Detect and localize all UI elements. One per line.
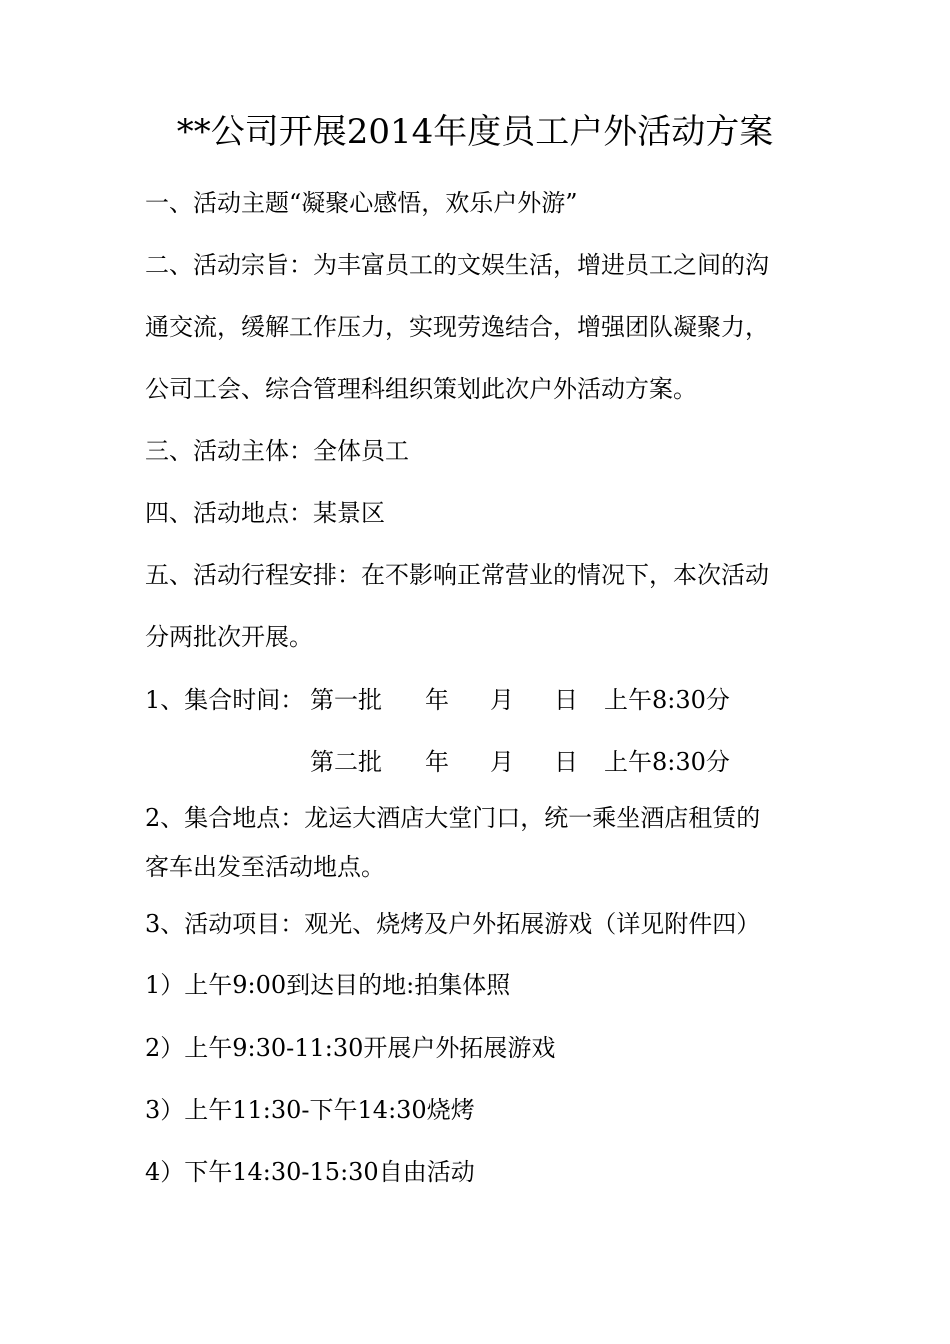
activities-line: 3、活动项目：观光、烧烤及户外拓展游戏（详见附件四）	[145, 910, 761, 938]
document-title: **公司开展2014年度员工户外活动方案	[176, 112, 774, 152]
itinerary-item-3: 3）上午11:30-下午14:30烧烤	[145, 1096, 475, 1124]
gather-place-line-1: 2、集合地点：龙运大酒店大堂门口，统一乘坐酒店租赁的	[145, 804, 761, 832]
batch2-month: 月	[490, 748, 514, 776]
itinerary-item-1: 1）上午9:00到达目的地:拍集体照	[145, 971, 511, 999]
batch2-time: 上午8:30分	[604, 748, 730, 776]
batch1-day: 日	[554, 686, 578, 714]
location-line: 四、活动地点：某景区	[145, 499, 385, 527]
batch1-year: 年	[425, 686, 449, 714]
subject-line: 三、活动主体：全体员工	[145, 437, 409, 465]
itinerary-item-4: 4）下午14:30-15:30自由活动	[145, 1158, 475, 1186]
purpose-line-2: 通交流，缓解工作压力，实现劳逸结合，增强团队凝聚力，	[145, 313, 769, 341]
purpose-line-3: 公司工会、综合管理科组织策划此次户外活动方案。	[145, 375, 697, 403]
gather-place-line-2: 客车出发至活动地点。	[145, 853, 385, 881]
batch1-month: 月	[490, 686, 514, 714]
purpose-line-1: 二、活动宗旨：为丰富员工的文娱生活，增进员工之间的沟	[145, 251, 769, 279]
gather-time-label: 1、集合时间：	[145, 686, 305, 714]
theme-line: 一、活动主题“凝聚心感悟，欢乐户外游”	[145, 189, 578, 217]
batch2-name: 第二批	[310, 748, 382, 776]
schedule-line-1: 五、活动行程安排：在不影响正常营业的情况下，本次活动	[145, 561, 769, 589]
batch1-name: 第一批	[310, 686, 382, 714]
batch2-day: 日	[554, 748, 578, 776]
batch1-time: 上午8:30分	[604, 686, 730, 714]
batch2-year: 年	[425, 748, 449, 776]
schedule-line-2: 分两批次开展。	[145, 623, 313, 651]
itinerary-item-2: 2）上午9:30-11:30开展户外拓展游戏	[145, 1034, 556, 1062]
